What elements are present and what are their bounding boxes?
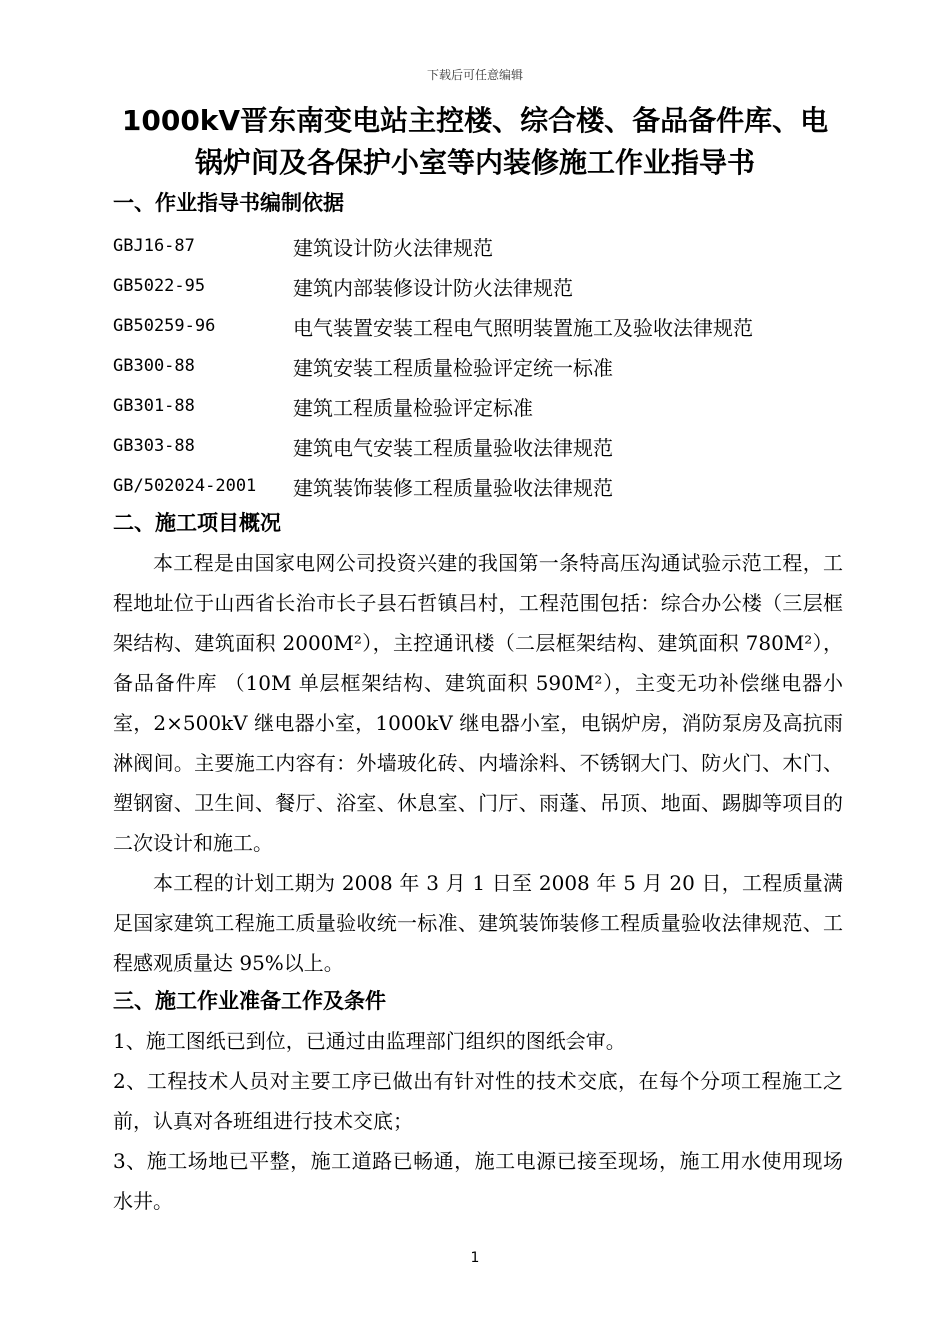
section-1-heading: 一、作业指导书编制依据 [113,191,344,215]
standards-list [113,226,853,506]
title-line-2: 锅炉间及各保护小室等内装修施工作业指导书 [194,146,755,179]
title-line-1: 1000kV晋东南变电站主控楼、综合楼、备品备件库、电 [121,104,829,137]
section-3-heading: 三、施工作业准备工作及条件 [113,989,386,1013]
overview-paragraph-1: 本工程是由国家电网公司投资兴建的我国第一条特高压沟通试验示范工程，工程地址位于山西省长治市长子县石哲镇吕村，工程范围包括：综合办公楼（三层框架结构、建筑面积 2000M²），主控通讯楼（二层框架结构、建筑面积 780M²），备品备件库 （10M 单层框架结构、建筑面积 590M²），主变无功补偿继电器小室，2×500kV 继电器小室，1000kV 继电器小室，电锅炉房，消防泵房及高抗雨淋阀间。主要施工内容有：外墙玻化砖、内墙涂料、不锈钢大门、防火门、木门、塑钢窗、卫生间、餐厅、浴室、休息室、门厅、雨蓬、吊顶、地面、踢脚等项目的二次设计和施工。 [113,551,843,855]
standard-name: 建筑电气安装工程质量验收法律规范 [293,435,613,460]
standard-name: 建筑内部装修设计防火法律规范 [293,275,573,300]
standard-code: GB5022-95 [113,276,206,296]
standard-name: 建筑装饰装修工程质量验收法律规范 [293,475,613,500]
prep-item-3: 3、施工场地已平整，施工道路已畅通，施工电源已接至现场，施工用水使用现场水井。 [113,1149,843,1213]
page-number: 1 [470,1250,480,1266]
standard-name: 电气装置安装工程电气照明装置施工及验收法律规范 [293,315,753,340]
standard-row [113,466,853,506]
standard-code: GB301-88 [113,396,195,416]
standard-code: GBJ16-87 [113,236,195,256]
standard-code: GB303-88 [113,436,195,456]
page-header-note: 下载后可任意编辑 [426,68,523,82]
standard-code: GB300-88 [113,356,195,376]
standard-name: 建筑设计防火法律规范 [293,235,493,260]
standard-row [113,386,853,426]
standard-code: GB/502024-2001 [113,476,257,496]
standard-name: 建筑安装工程质量检验评定统一标准 [293,355,613,380]
prep-item-1: 1、施工图纸已到位，已通过由监理部门组织的图纸会审。 [113,1029,626,1053]
standard-row [113,226,853,266]
section-2-heading: 二、施工项目概况 [113,511,281,535]
standard-row [113,266,853,306]
document-title [0,100,950,184]
standard-row [113,426,853,466]
standard-name: 建筑工程质量检验评定标准 [293,395,533,420]
standard-row [113,346,853,386]
standard-code: GB50259-96 [113,316,216,336]
overview-paragraph-2: 本工程的计划工期为 2008 年 3 月 1 日至 2008 年 5 月 20 日，工程质量满足国家建筑工程施工质量验收统一标准、建筑装饰装修工程质量验收法律规范、工程感观质量达 95%以上。 [113,871,843,975]
standard-row [113,306,853,346]
prep-item-2: 2、工程技术人员对主要工序已做出有针对性的技术交底，在每个分项工程施工之前，认真对各班组进行技术交底； [113,1069,843,1133]
